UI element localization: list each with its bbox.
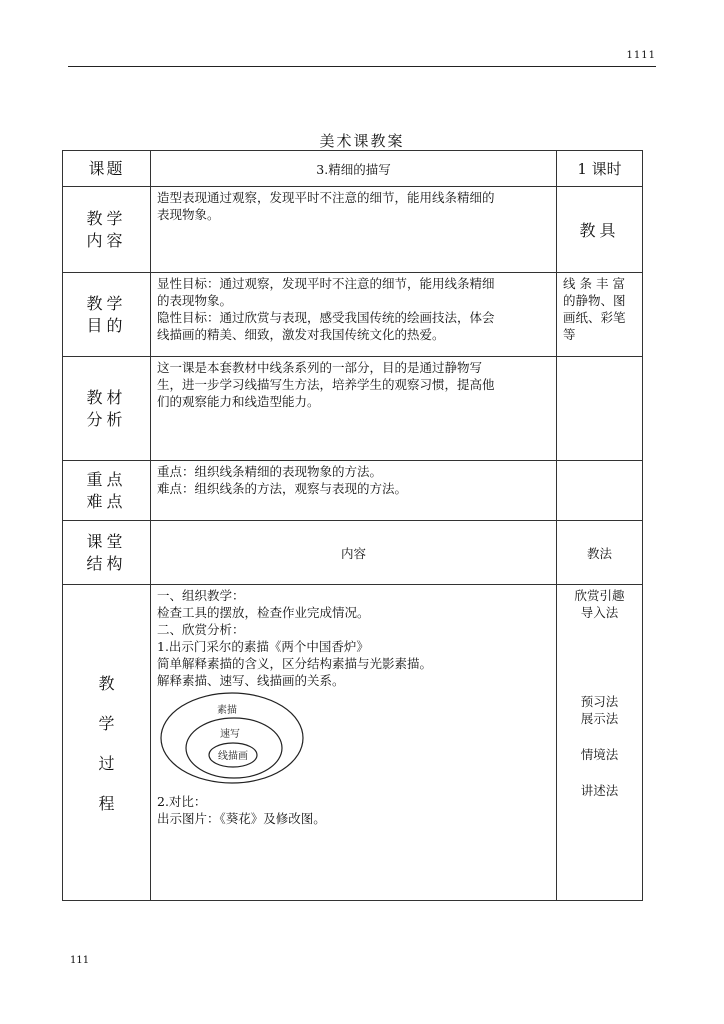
label-line: 难点 — [86, 491, 127, 511]
structure-label — [63, 521, 151, 585]
text-line: 显性目标：通过观察，发现平时不注意的细节，能用线条精细 — [157, 276, 495, 291]
method-text: 讲述法 — [580, 783, 619, 798]
label-line: 教学 — [86, 293, 127, 313]
material-analysis-row — [63, 357, 643, 461]
spacer — [557, 727, 642, 746]
lesson-plan-table — [62, 150, 643, 901]
teaching-goal-row — [63, 273, 643, 357]
empty-cell — [557, 461, 643, 521]
quick-sketch-text: 速写 — [220, 729, 240, 740]
text-line: 二、欣赏分析： — [157, 622, 245, 637]
text-line: 线条丰富 — [563, 276, 630, 291]
text-line: 线描画的精美、细致，激发对我国传统文化的热爱。 — [157, 327, 445, 342]
document-title: 美术课教案 — [319, 132, 405, 150]
text-line: 的表现物象。 — [157, 293, 233, 308]
quick-sketch-ellipse — [186, 718, 282, 778]
material-analysis-label — [63, 357, 151, 461]
label-line: 目的 — [86, 315, 127, 335]
method-text: 情境法 — [580, 747, 619, 762]
teaching-goal-text — [151, 273, 557, 357]
label-char: 程 — [98, 794, 115, 813]
label-line: 分析 — [86, 409, 127, 429]
text-line: 难点：组织线条的方法，观察与表现的方法。 — [157, 481, 408, 496]
structure-row — [63, 521, 643, 585]
header-rule — [68, 66, 656, 67]
teaching-content-text — [151, 187, 557, 273]
header-page-number: 1111 — [626, 50, 656, 61]
text-line: 一、组织教学： — [157, 588, 245, 603]
label-line: 内容 — [86, 230, 127, 250]
teaching-goal-label — [63, 273, 151, 357]
text-line: 检查工具的摆放，检查作业完成情况。 — [157, 605, 370, 620]
method-text: 展示法 — [580, 711, 619, 726]
key-points-row — [63, 461, 643, 521]
text-line: 的静物、图 — [563, 293, 626, 308]
text-line: 隐性目标：通过欣赏与表现，感受我国传统的绘画技法，体会 — [157, 310, 495, 325]
teaching-content-row — [63, 187, 643, 273]
key-points-text — [151, 461, 557, 521]
label-line: 教学 — [86, 208, 127, 228]
teaching-aids-label: 教具 — [557, 187, 643, 273]
spacer — [557, 621, 642, 693]
text-line: 重点：组织线条精细的表现物象的方法。 — [157, 464, 383, 479]
method-text: 预习法 — [580, 694, 619, 709]
topic-row — [63, 151, 643, 187]
empty-cell — [557, 357, 643, 461]
text-line: 造型表现通过观察，发现平时不注意的细节，能用线条精细的 — [157, 190, 495, 205]
topic-content: 3.精细的描写 — [151, 151, 557, 187]
process-methods — [557, 585, 643, 901]
nested-ellipse-diagram — [159, 691, 309, 787]
lesson-hours: 1 课时 — [557, 151, 643, 187]
label-line: 课堂 — [86, 531, 127, 551]
method-text: 欣赏引趣 — [574, 588, 625, 603]
label-char: 教 — [98, 674, 115, 693]
label-line: 重点 — [86, 469, 127, 489]
process-row — [63, 585, 643, 901]
process-content — [151, 585, 557, 901]
text-line: 表现物象。 — [157, 207, 220, 222]
label-line: 结构 — [86, 553, 127, 573]
label-char: 学 — [98, 714, 115, 733]
teaching-aids-list — [557, 273, 643, 357]
line-drawing-text: 线描画 — [218, 751, 248, 762]
text-line: 这一课是本套教材中线条系列的一部分，目的是通过静物写 — [157, 360, 483, 375]
text-line: 简单解释素描的含义，区分结构素描与光影素描。 — [157, 656, 433, 671]
material-analysis-text — [151, 357, 557, 461]
text-line: 2.对比： — [157, 794, 207, 809]
text-line: 解释素描、速写、线描画的关系。 — [157, 673, 345, 688]
key-points-label — [63, 461, 151, 521]
text-line: 生，进一步学习线描写生方法，培养学生的观察习惯，提高他 — [157, 377, 495, 392]
text-line: 们的观察能力和线造型能力。 — [157, 394, 320, 409]
spacer — [557, 763, 642, 782]
topic-label: 课题 — [63, 151, 151, 187]
sketch-text: 素描 — [217, 705, 237, 716]
teaching-content-label — [63, 187, 151, 273]
text-line: 画纸、彩笔 — [563, 310, 626, 325]
text-line: 1.出示门采尔的素描《两个中国香炉》 — [157, 639, 369, 654]
footer-page-number: 111 — [70, 955, 90, 966]
label-line: 教材 — [86, 387, 127, 407]
method-text: 导入法 — [580, 605, 619, 620]
structure-method-header: 教法 — [557, 521, 643, 585]
text-line: 等 — [563, 327, 576, 342]
label-char: 过 — [98, 754, 115, 773]
text-line: 出示图片：《葵花》及修改图。 — [157, 811, 326, 826]
process-label — [63, 585, 151, 901]
structure-content-header: 内容 — [151, 521, 557, 585]
